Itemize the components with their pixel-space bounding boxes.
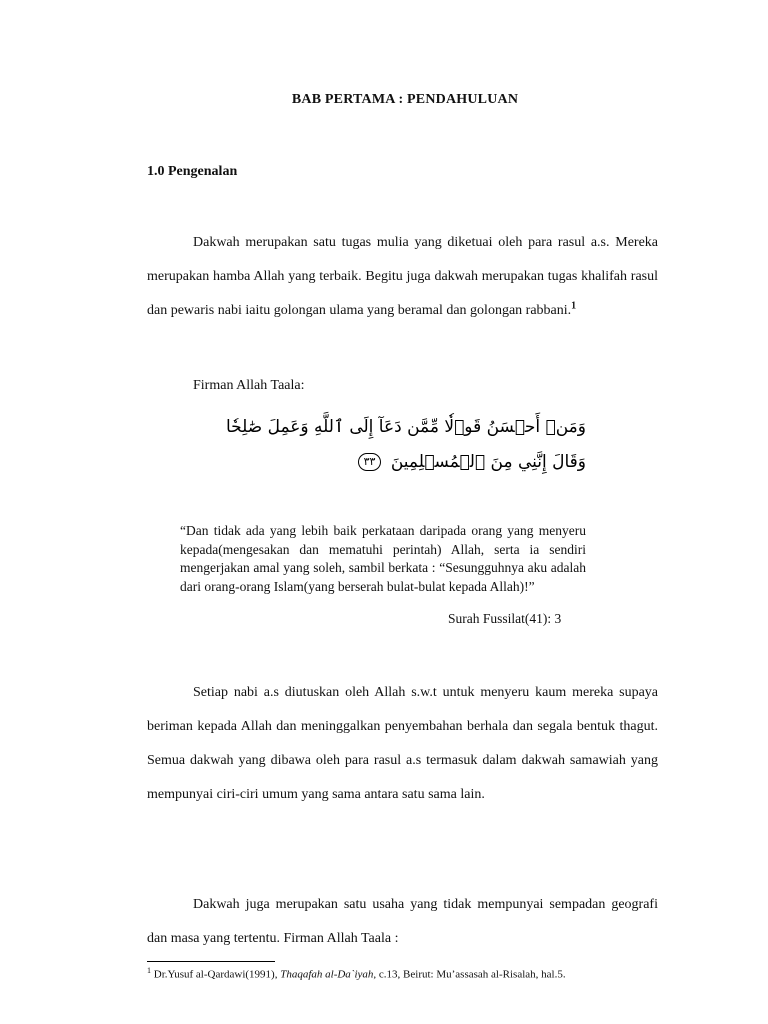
body-paragraph-2-text: Setiap nabi a.s diutuskan oleh Allah s.w.t untuk menyeru kaum mereka supaya beriman kepada Allah dan meninggalkan penyembahan berhala dan segala bentuk thagut. Semua dakwah yang dibawa oleh para rasul a.s termasuk dalam dakwah samawiah yang mempunyai ciri-ciri umum yang sama antara satu sama lain.	[147, 685, 658, 802]
arabic-verse-line-2	[184, 452, 586, 472]
footnote-number: 1	[147, 966, 151, 975]
footnote-details: , c.13, Beirut: Mu’assasah al-Risalah, hal.5.	[373, 968, 566, 981]
ayah-number-mark: ٣٣	[358, 453, 382, 471]
body-paragraph-2	[147, 676, 658, 812]
section-heading: 1.0 Pengenalan	[147, 164, 238, 179]
intro-paragraph-text: Dakwah merupakan satu tugas mulia yang diketuai oleh para rasul a.s. Mereka merupakan hamba Allah yang terbaik. Begitu juga dakwah merupakan tugas khalifah rasul dan pewaris nabi iaitu golongan ulama yang beramal dan golongan rabbani.	[147, 235, 658, 318]
footnote-divider	[147, 961, 275, 962]
chapter-title: BAB PERTAMA : PENDAHULUAN	[291, 92, 519, 107]
arabic-verse-line-1: وَمَنۡ أَحۡسَنُ قَوۡلٗا مِّمَّن دَعَآ إِلَى ٱللَّهِ وَعَمِلَ صَٰلِحٗا	[225, 417, 586, 437]
body-paragraph-3-text: Dakwah juga merupakan satu usaha yang tidak mempunyai sempadan geografi dan masa yang tertentu. Firman Allah Taala :	[147, 897, 658, 946]
arabic-verse-line-2-text: وَقَالَ إِنَّنِي مِنَ ٱلۡمُسۡلِمِينَ	[390, 452, 586, 472]
footnote-book-title: Thaqafah al-Da`iyah	[280, 968, 374, 981]
footnote-reference: 1	[571, 300, 577, 312]
verse-translation: “Dan tidak ada yang lebih baik perkataan daripada orang yang menyeru kepada(mengesakan dan mematuhi perintah) Allah, serta ia sendiri mengerjakan amal yang soleh, sambil berkata : “Sesungguhnya aku adalah dari orang-orang Islam(yang berserah bulat-bulat kepada Allah)!”	[180, 523, 586, 594]
footnote	[147, 966, 566, 981]
body-paragraph-3	[147, 888, 658, 956]
intro-paragraph	[147, 226, 658, 328]
firman-label: Firman Allah Taala:	[193, 378, 305, 393]
footnote-author: Dr.Yusuf al-Qardawi(1991),	[153, 968, 278, 981]
verse-source: Surah Fussilat(41): 3	[448, 611, 562, 626]
